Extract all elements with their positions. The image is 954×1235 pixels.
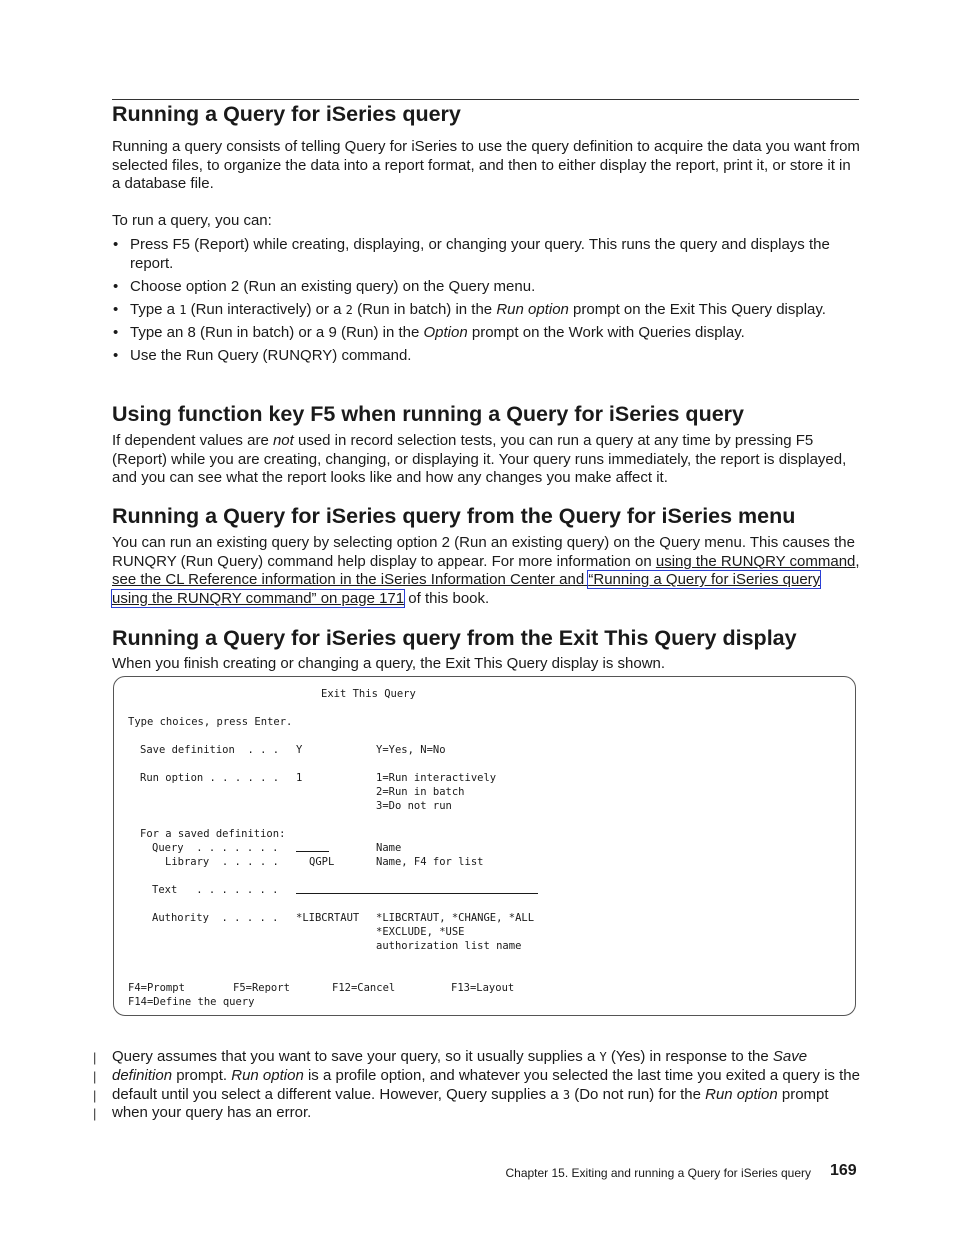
- authority-value: *LIBCRTAUT: [296, 912, 360, 924]
- f13-layout-key: F13=Layout: [451, 982, 515, 994]
- text-fragment: prompt on the Work with Queries display.: [467, 323, 745, 341]
- text-label: Text . . . . . . .: [152, 884, 279, 896]
- paragraph-intro: To run a query, you can:: [112, 212, 272, 229]
- authority-hint-2: *EXCLUDE, *USE: [376, 926, 465, 938]
- run-option-hint-1: 1=Run interactively: [376, 772, 497, 784]
- section-heading-function-key-f5: Using function key F5 when running a Query for iSeries query: [112, 402, 744, 426]
- query-hint: Name: [376, 842, 402, 854]
- save-definition-hint: Y=Yes, N=No: [376, 744, 446, 756]
- authority-hint-3: authorization list name: [376, 940, 522, 952]
- code-value: 1: [179, 302, 187, 317]
- emphasis: Option: [423, 323, 468, 341]
- emphasis: Save definition: [112, 1048, 808, 1084]
- change-bar: |: [93, 1050, 97, 1065]
- exit-this-query-screen: [113, 676, 856, 1016]
- emphasis: Run option: [496, 300, 569, 318]
- run-option-value: 1: [296, 772, 303, 784]
- emphasis: Run option: [231, 1066, 304, 1084]
- paragraph-exit-this-query: When you finish creating or changing a query, the Exit This Query display is shown.: [112, 655, 666, 672]
- text-fragment: prompt when your query has an error.: [112, 1085, 829, 1122]
- paragraph-running-query: Running a query consists of telling Query for iSeries to use the query definition to acquire the data you want from selected files, to organize the data into a report format, and then to either display the report, print it, or store it in a database file.: [112, 138, 860, 193]
- chapter-footer: Chapter 15. Exiting and running a Query for iSeries query: [505, 1166, 811, 1180]
- text-fragment: Query assumes that you want to save your query, so it usually supplies a: [112, 1048, 600, 1065]
- list-item-text: Choose option 2 (Run an existing query) on the Query menu.: [130, 277, 536, 295]
- run-option-hint-2: 2=Run in batch: [376, 786, 465, 798]
- authority-hint-1: *LIBCRTAUT, *CHANGE, *ALL: [376, 912, 535, 924]
- run-option-label: Run option . . . . . .: [140, 772, 280, 784]
- section-heading-query-menu: Running a Query for iSeries query from the Query for iSeries menu: [112, 504, 796, 528]
- saved-definition-heading: For a saved definition:: [140, 828, 286, 840]
- text-fragment: (Run interactively) or a: [186, 300, 346, 318]
- text-fragment: prompt.: [172, 1066, 232, 1084]
- code-value: 2: [345, 302, 353, 317]
- text-fragment: used in record selection tests, you can run a query at any time by pressing F5 (Report) while you are creating, changing, or displaying it. Your query runs immediately, the report is displayed, and you can see what the report looks like and how any changes you make affect it.: [112, 432, 847, 487]
- emphasis: not: [272, 432, 294, 449]
- text-fragment: If dependent values are: [112, 432, 273, 449]
- query-label: Query . . . . . . .: [152, 842, 279, 854]
- text-fragment: of this book.: [404, 589, 490, 607]
- f12-cancel-key: F12=Cancel: [332, 982, 396, 994]
- text-fragment: prompt on the Exit This Query display.: [568, 300, 826, 318]
- text-fragment: Type a: [130, 300, 180, 318]
- save-definition-value: Y: [296, 744, 303, 756]
- list-item-text: Use the Run Query (RUNQRY) command.: [130, 346, 412, 364]
- text-fragment: Type an 8 (Run in batch) or a 9 (Run) in the: [130, 323, 424, 341]
- section-heading-running-query: Running a Query for iSeries query: [112, 102, 461, 126]
- paragraph-save-definition-note: [112, 1048, 860, 1123]
- emphasis: Run option: [705, 1085, 778, 1103]
- list-item: • Type an 8 (Run in batch) or a 9 (Run) in the Option prompt on the Work with Queries display.: [113, 323, 745, 341]
- save-definition-label: Save definition . . .: [140, 744, 280, 756]
- screen-title: Exit This Query: [321, 688, 416, 700]
- f14-define-key: F14=Define the query: [128, 996, 255, 1008]
- change-bar: |: [93, 1106, 97, 1121]
- list-item: • Choose option 2 (Run an existing query) on the Query menu.: [113, 277, 536, 295]
- library-label: Library . . . . .: [165, 856, 279, 868]
- list-item-text: Press F5 (Report) while creating, displaying, or changing your query. This runs the query and displays the report.: [130, 236, 830, 272]
- paragraph-function-key-f5: [112, 432, 860, 488]
- screen-instruction: Type choices, press Enter.: [128, 716, 293, 728]
- top-rule: [112, 99, 859, 100]
- f4-prompt-key: F4=Prompt: [128, 982, 185, 994]
- text-fragment: You can run an existing query by selecting option 2 (Run an existing query) on the Query menu. This causes the RUNQRY (Run Query) command help display to appear. For more information on: [112, 534, 855, 570]
- page-number: 169: [830, 1162, 857, 1179]
- change-bar: |: [93, 1069, 97, 1084]
- text-fragment: (Run in batch) in the: [352, 300, 497, 318]
- cl-reference-link[interactable]: using the RUNQRY command, see the CL Reference information in the iSeries Information Center and: [112, 552, 860, 589]
- runqry-page-link[interactable]: “Running a Query for iSeries query using the RUNQRY command” on page 171: [112, 571, 821, 607]
- run-options-list: [112, 236, 860, 370]
- code-value: Y: [599, 1050, 607, 1064]
- section-heading-exit-this-query: Running a Query for iSeries query from the Exit This Query display: [112, 626, 797, 650]
- library-hint: Name, F4 for list: [376, 856, 484, 868]
- change-bar: |: [93, 1088, 97, 1103]
- text-fragment: (Do not run) for the: [570, 1085, 706, 1103]
- query-input-line: [296, 851, 329, 852]
- text-fragment: is a profile option, and whatever you selected the last time you exited a query is the default until you select a different value. However, Query supplies a: [112, 1066, 860, 1103]
- list-item: • Use the Run Query (RUNQRY) command.: [113, 346, 412, 364]
- f5-report-key: F5=Report: [233, 982, 290, 994]
- list-item: • Press F5 (Report) while creating, displaying, or changing your query. This runs the query and displays the report.: [113, 236, 830, 272]
- text-input-line: [296, 893, 538, 894]
- code-value: 3: [562, 1087, 571, 1102]
- authority-label: Authority . . . . .: [152, 912, 279, 924]
- list-item: • Type a 1 (Run interactively) or a 2 (Run in batch) in the Run option prompt on the Exit This Query display.: [113, 300, 826, 318]
- text-fragment: (Yes) in response to the: [606, 1048, 773, 1065]
- paragraph-query-menu: [112, 534, 860, 608]
- library-value: QGPL: [309, 856, 335, 868]
- run-option-hint-3: 3=Do not run: [376, 800, 452, 812]
